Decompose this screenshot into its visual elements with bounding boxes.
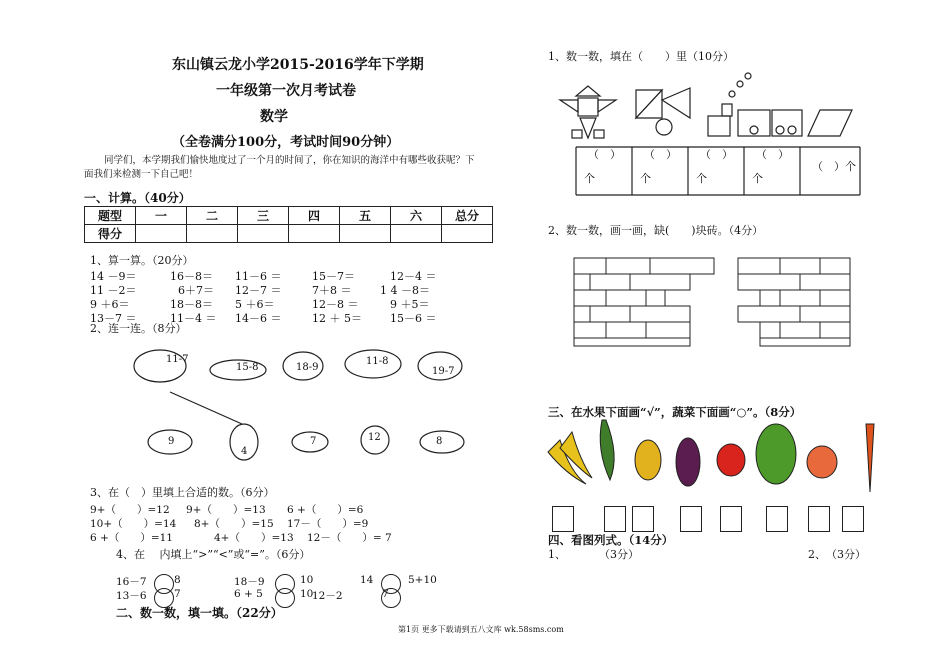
bottom-label: 7 xyxy=(310,436,317,447)
q1-item: 15－7＝ xyxy=(312,270,355,283)
section4-title: 四、看图列式。（14分） xyxy=(548,533,674,547)
count-last[interactable]: （ ）个 xyxy=(812,160,856,173)
page-footer: 第1页 更多下载请到五八文库 wk.58sms.com xyxy=(398,625,564,634)
q4-item: 6 + 5 xyxy=(234,588,263,600)
q4-item: 10 xyxy=(300,574,314,586)
q1-item: 1 4 －8＝ xyxy=(380,284,430,297)
q1-item: 12 ＋ 5＝ xyxy=(312,312,362,325)
q4-item: 7 xyxy=(174,588,181,600)
q4-item: 12－2 xyxy=(312,590,343,602)
q3-item[interactable]: 10+（ ）=14 xyxy=(90,518,177,530)
answer-box[interactable] xyxy=(766,506,788,532)
q4-title: 4、在 内填上“>”“<”或“=”。（6分） xyxy=(116,548,311,561)
score-header: 四 xyxy=(289,207,340,225)
answer-box[interactable] xyxy=(632,506,654,532)
score-header: 总分 xyxy=(442,207,493,225)
q1-item: 12－4 ＝ xyxy=(390,270,437,283)
answer-box[interactable] xyxy=(720,506,742,532)
score-header: 二 xyxy=(187,207,238,225)
q1-item: 5 ＋6＝ xyxy=(235,298,275,311)
answer-box[interactable] xyxy=(808,506,830,532)
q4-item: 10 xyxy=(300,588,314,600)
right-q2-title: 2、数一数，画一画，缺( )块砖。（4分） xyxy=(548,224,764,237)
q4-item: 13－6 xyxy=(116,590,147,602)
top-label: 19-7 xyxy=(432,366,455,377)
q4-item: 16－7 xyxy=(116,576,147,588)
score-header: 题型 xyxy=(85,207,136,225)
q3-title: 3、在（ ）里填上合适的数。（6分） xyxy=(90,486,275,499)
tomato-icon xyxy=(717,444,745,476)
q1-item: 11－4 ＝ xyxy=(170,312,217,325)
answer-box[interactable] xyxy=(680,506,702,532)
q1-item: 15－6 ＝ xyxy=(390,312,437,325)
s4-right-label: 2、 （3分） xyxy=(808,548,866,561)
q3-item[interactable]: 4+（ ）=13 xyxy=(214,532,294,544)
q3-item[interactable]: 6 +（ ）=6 xyxy=(287,504,364,516)
q1-item: 11－6 ＝ xyxy=(235,270,282,283)
count-unit: 个 xyxy=(752,172,763,185)
section3-title: 三、在水果下面画“√”，蔬菜下面画“○”。（8分） xyxy=(548,405,802,419)
q1-item: 6＋7＝ xyxy=(178,284,214,297)
score-header: 三 xyxy=(238,207,289,225)
count-blank[interactable]: （ ） xyxy=(756,148,789,161)
q3-item[interactable]: 17－（ ）=9 xyxy=(287,518,369,530)
bottom-label: 12 xyxy=(368,432,381,443)
count-unit: 个 xyxy=(696,172,707,185)
q1-item: 18－8＝ xyxy=(170,298,213,311)
score-header: 五 xyxy=(340,207,391,225)
q1-item: 14 －9＝ xyxy=(90,270,137,283)
section1-title: 一、计算。（40分） xyxy=(84,191,191,205)
q4-item: 7 xyxy=(382,588,389,600)
q3-item[interactable]: 12－（ ）= 7 xyxy=(307,532,392,544)
answer-box[interactable] xyxy=(604,506,626,532)
count-blank[interactable]: （ ） xyxy=(644,148,677,161)
answer-box[interactable] xyxy=(842,506,864,532)
count-blank[interactable]: （ ） xyxy=(588,148,621,161)
count-unit: 个 xyxy=(640,172,651,185)
bottom-label: 9 xyxy=(168,436,175,447)
q3-item[interactable]: 9+（ ）=12 xyxy=(90,504,170,516)
carrot-icon xyxy=(866,424,874,492)
right-q1-title: 1、数一数，填在（ ）里（10分） xyxy=(548,50,734,63)
greeting-line-2: 面我们来检测一下自己吧！ xyxy=(84,169,199,180)
score-header: 六 xyxy=(391,207,442,225)
q1-title: 1、算一算。（20分） xyxy=(90,254,194,267)
q3-item[interactable]: 8+（ ）=15 xyxy=(194,518,274,530)
score-header: 一 xyxy=(136,207,187,225)
top-label: 18-9 xyxy=(296,362,319,373)
q3-item[interactable]: 9+（ ）=13 xyxy=(186,504,266,516)
s4-left-label: 1、 （3分） xyxy=(548,548,639,561)
q1-item: 9 ＋5＝ xyxy=(390,298,430,311)
bottom-label: 4 xyxy=(241,446,248,457)
top-label: 11-7 xyxy=(166,354,189,365)
q1-item: 7＋8 ＝ xyxy=(312,284,352,297)
q1-item: 9 ＋6＝ xyxy=(90,298,130,311)
greeting-line-1: 同学们，本学期我们愉快地度过了一个月的时间了，你在知识的海洋中有哪些收获呢？下 xyxy=(104,155,475,166)
q4-item: 14 xyxy=(360,574,374,586)
cucumber-icon xyxy=(600,420,614,480)
q1-item: 12－8 ＝ xyxy=(312,298,359,311)
bottom-label: 8 xyxy=(436,436,443,447)
pear-icon xyxy=(635,440,661,480)
q4-item: 8 xyxy=(174,574,181,586)
cabbage-icon xyxy=(756,424,796,484)
school-title: 东山镇云龙小学2015-2016学年下学期 xyxy=(172,57,424,73)
q1-item: 12－7 ＝ xyxy=(235,284,282,297)
answer-box[interactable] xyxy=(552,506,574,532)
q2-title: 2、连一连。（8分） xyxy=(90,322,187,335)
top-label: 15-8 xyxy=(236,362,259,373)
subject-title: 数学 xyxy=(260,109,288,125)
score-row-label: 得分 xyxy=(85,225,136,243)
top-label: 11-8 xyxy=(366,356,389,367)
exam-info: （全卷满分100分，考试时间90分钟） xyxy=(172,135,400,150)
peach-icon xyxy=(807,446,837,478)
q1-item: 13－7 ＝ xyxy=(90,312,137,325)
q3-item[interactable]: 6 +（ ）=11 xyxy=(90,532,173,544)
exam-title: 一年级第一次月考试卷 xyxy=(216,83,356,99)
q1-item: 11 －2＝ xyxy=(90,284,137,297)
q4-item: 18－9 xyxy=(234,576,265,588)
count-blank[interactable]: （ ） xyxy=(700,148,733,161)
q1-item: 14－6 ＝ xyxy=(235,312,282,325)
count-unit: 个 xyxy=(584,172,595,185)
q4-item: 5+10 xyxy=(408,574,437,586)
section2-title: 二、数一数，填一填。（22分） xyxy=(116,606,283,620)
q1-item: 16－8＝ xyxy=(170,270,213,283)
eggplant-icon xyxy=(676,438,700,486)
